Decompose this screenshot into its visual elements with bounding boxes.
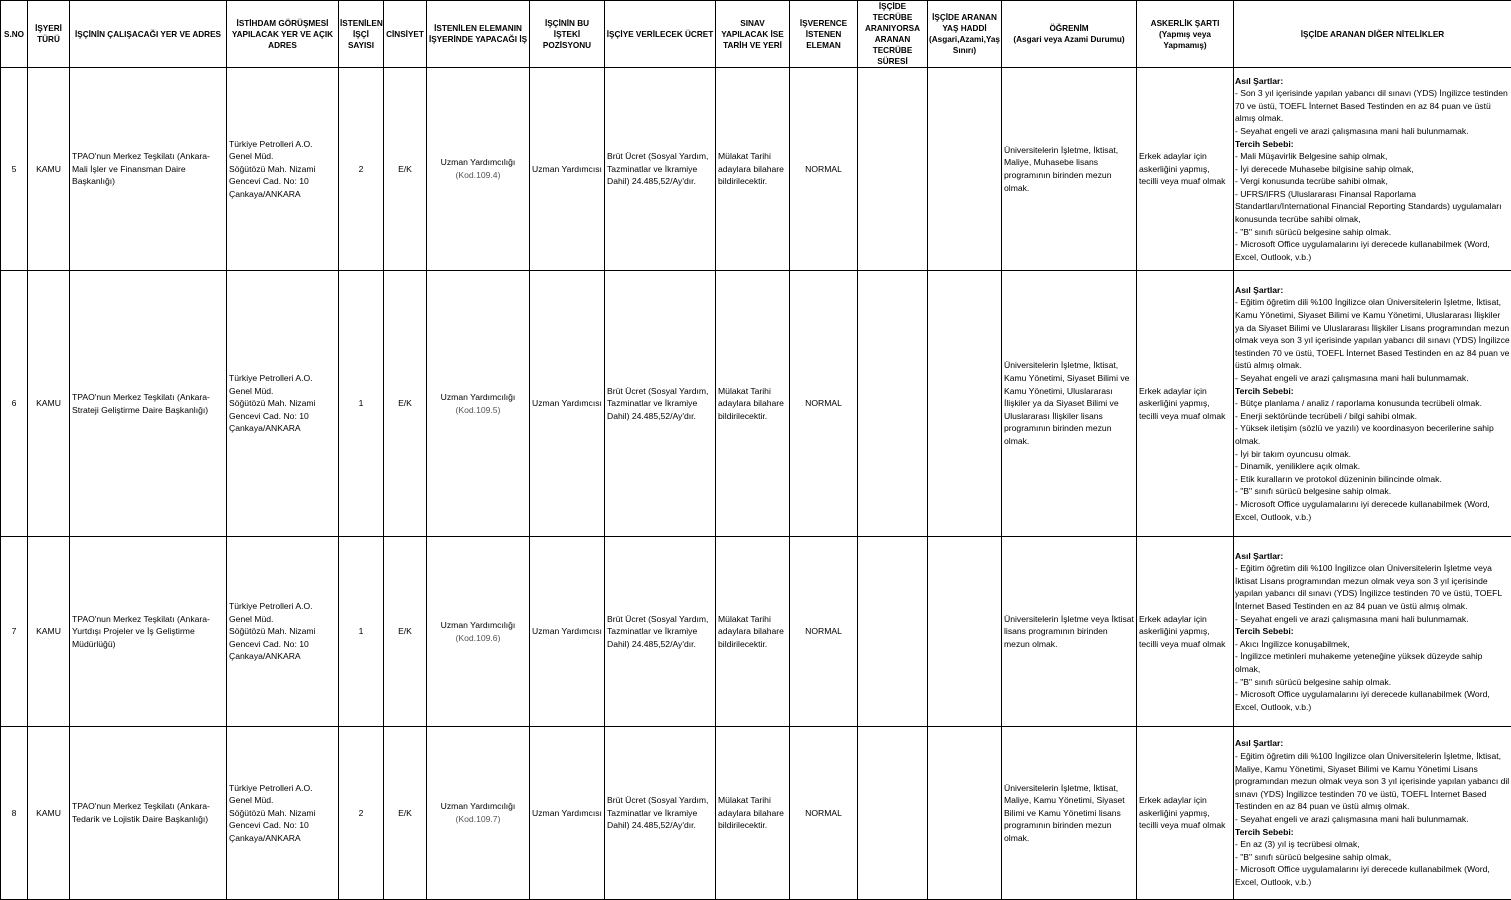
cell-sno: 8 [1, 727, 28, 900]
cell-tecrube [858, 68, 928, 271]
table-header-row [1, 1, 1511, 68]
is-code: (Kod.109.7) [455, 814, 501, 824]
cell-tecrube [858, 727, 928, 900]
table-row [1, 68, 1511, 271]
header-ucret: İŞÇİYE VERİLECEK ÜCRET [605, 1, 716, 68]
cell-pozisyon: Uzman Yardımcısı [530, 271, 605, 537]
table-row [1, 727, 1511, 900]
cell-sayi: 2 [339, 68, 384, 271]
cell-yer: TPAO'nun Merkez Teşkilatı (Ankara-Strateji Geliştirme Daire Başkanlığı) [70, 271, 227, 537]
asil-title: Asıl Şartlar: [1235, 284, 1284, 295]
cell-sinav: Mülakat Tarihi adaylara bilahare bildirilecektir. [716, 271, 790, 537]
cell-eleman: NORMAL [790, 727, 858, 900]
header-askerlik [1137, 1, 1234, 68]
cell-ogrenim: Üniversitelerin İşletme veya İktisat lisans programının birinden mezun olmak. [1002, 537, 1137, 727]
cell-sno: 7 [1, 537, 28, 727]
cell-ogrenim: Üniversitelerin İşletme, İktisat, Maliye, Kamu Yönetimi, Siyaset Bilimi ve Kamu Yönetimi lisans programının birinden mezun olmak. [1002, 727, 1137, 900]
tercih-title: Tercih Sebebi: [1235, 385, 1294, 396]
cell-pozisyon: Uzman Yardımcısı [530, 537, 605, 727]
cell-sayi: 2 [339, 727, 384, 900]
cell-ucret: Brüt Ücret (Sosyal Yardım, Tazminatlar ve İkramiye Dahil) 24.485,52/Ay'dır. [605, 727, 716, 900]
asil-text: - Eğitim öğretim dili %100 İngilizce olan Üniversitelerin İşletme veya İktisat Lisans programından mezun olmak veya son 3 yıl içerisinde yapılan yabancı dil sınavı (YDS) İngilizce testinden 70 ve üstü, TOEFL İnternet Based Testinden en az 84 puan ve üstü almış olmak. - Seyahat engeli ve arazi çalışmasına mani hali bulunmamak. [1235, 563, 1502, 624]
is-code: (Kod.109.5) [455, 404, 501, 415]
cell-adres: Türkiye Petrolleri A.O. Genel Müd. Söğütözü Mah. Nizami Gencevi Cad. No: 10 Çankaya/ANKARA [227, 727, 339, 900]
header-istenen-eleman: İŞVERENCE İSTENEN ELEMAN [790, 1, 858, 68]
asil-text: - Son 3 yıl içerisinde yapılan yabancı dil sınavı (YDS) İngilizce testinden 70 ve üstü, TOEFL İnternet Based Testinden en az 84 puan ve üstü almış olmak. - Seyahat engeli ve arazi çalışmasına mani hali bulunmamak. [1235, 88, 1508, 136]
cell-tur: KAMU [28, 271, 70, 537]
header-askerlik-label: ASKERLİK ŞARTI [1150, 18, 1220, 28]
cell-is [427, 68, 530, 271]
table-row [1, 271, 1511, 537]
asil-title: Asıl Şartlar: [1235, 75, 1284, 86]
header-askerlik-sub: (Yapmış veya Yapmamış) [1159, 29, 1211, 50]
asil-text: - Eğitim öğretim dili %100 İngilizce olan Üniversitelerin İşletme, İktisat, Kamu Yönetimi, Siyaset Bilimi ve Kamu Yönetimi, Uluslararası İlişkiler ya da Siyaset Bilimi ve Uluslararası İlişkiler Lisans programından mezun olmak veya son 3 yıl içerisinde yapılan yabancı dil sınavı (YDS) İngilizce testinden 70 ve üstü, TOEFL İnternet Based Testinden en az 84 puan ve üstü almış olmak. - Seyahat engeli ve arazi çalışmasına mani hali bulunmamak. [1235, 297, 1510, 384]
header-yer-adres: İŞÇİNİN ÇALIŞACAĞI YER VE ADRES [70, 1, 227, 68]
cell-is [427, 271, 530, 537]
asil-title: Asıl Şartlar: [1235, 550, 1284, 561]
is-title: Uzman Yardımcılığı [440, 619, 516, 630]
cell-cinsiyet: E/K [384, 537, 427, 727]
header-cinsiyet: CİNSİYET [384, 1, 427, 68]
cell-sayi: 1 [339, 537, 384, 727]
cell-tecrube [858, 537, 928, 727]
header-gorusme-yeri: İSTİHDAM GÖRÜŞMESİ YAPILACAK YER VE AÇIK ADRES [227, 1, 339, 68]
cell-diger [1234, 537, 1511, 727]
cell-pozisyon: Uzman Yardımcısı [530, 68, 605, 271]
cell-ogrenim: Üniversitelerin İşletme, İktisat, Kamu Yönetimi, Siyaset Bilimi ve Kamu Yönetimi, Uluslararası İlişkiler ya da Siyaset Bilimi ve Uluslararası İlişkiler lisans programının birinden mezun olmak. [1002, 271, 1137, 537]
tercih-title: Tercih Sebebi: [1235, 826, 1294, 837]
cell-sinav: Mülakat Tarihi adaylara bilahare bildirilecektir. [716, 727, 790, 900]
cell-diger [1234, 68, 1511, 271]
cell-tur: KAMU [28, 537, 70, 727]
cell-sinav: Mülakat Tarihi adaylara bilahare bildirilecektir. [716, 68, 790, 271]
header-diger: İŞÇİDE ARANAN DİĞER NİTELİKLER [1234, 1, 1511, 68]
is-title: Uzman Yardımcılığı [440, 157, 516, 168]
cell-sinav: Mülakat Tarihi adaylara bilahare bildirilecektir. [716, 537, 790, 727]
is-code: (Kod.109.4) [455, 170, 501, 180]
header-sno: S.NO [1, 1, 28, 68]
cell-adres: Türkiye Petrolleri A.O. Genel Müd. Söğütözü Mah. Nizami Gencevi Cad. No: 10 Çankaya/ANKARA [227, 68, 339, 271]
tercih-text: - En az (3) yıl iş tecrübesi olmak, - "B" sınıfı sürücü belgesine sahip olmak, - Microsoft Office uygulamalarını iyi derecede kullanabilmek (Word, Excel, Outlook, v.b.) [1235, 839, 1490, 887]
cell-yas [928, 68, 1002, 271]
cell-adres: Türkiye Petrolleri A.O. Genel Müd. Söğütözü Mah. Nizami Gencevi Cad. No: 10 Çankaya/ANKARA [227, 537, 339, 727]
tercih-text: - Akıcı İngilizce konuşabilmek, - İngilizce metinleri muhakeme yeteneğine yüksek düzeyde sahip olmak, - "B" sınıfı sürücü belgesine sahip olmak. - Microsoft Office uygulamalarını iyi derecede kullanabilmek (Word, Excel, Outlook, v.b.) [1235, 638, 1490, 712]
cell-tur: KAMU [28, 727, 70, 900]
cell-tecrube [858, 271, 928, 537]
cell-ucret: Brüt Ücret (Sosyal Yardım, Tazminatlar ve İkramiye Dahil) 24.485,52/Ay'dır. [605, 271, 716, 537]
tercih-text: - Mali Müşavirlik Belgesine sahip olmak, - İyi derecede Muhasebe bilgisine sahip olmak, - Vergi konusunda tecrübe sahibi olmak, - UFRS/IFRS (Uluslararası Finansal Raporlama Standartları/International Financial Reporting Standards) uygulamaları konusunda tecrübe sahibi olmak, - "B" sınıfı sürücü belgesine sahip olmak. - Microsoft Office uygulamalarını iyi derecede kullanabilmek (Word, Excel, Outlook, v.b.) [1235, 151, 1502, 262]
cell-cinsiyet: E/K [384, 271, 427, 537]
cell-yer: TPAO'nun Merkez Teşkilatı (Ankara-Mali İşler ve Finansman Daire Başkanlığı) [70, 68, 227, 271]
cell-sno: 6 [1, 271, 28, 537]
is-title: Uzman Yardımcılığı [440, 801, 516, 812]
cell-eleman: NORMAL [790, 68, 858, 271]
header-ogrenim [1002, 1, 1137, 68]
cell-askerlik: Erkek adaylar için askerliğini yapmış, tecilli veya muaf olmak [1137, 271, 1234, 537]
cell-yer: TPAO'nun Merkez Teşkilatı (Ankara-Yurtdışı Projeler ve İş Geliştirme Müdürlüğü) [70, 537, 227, 727]
cell-diger [1234, 727, 1511, 900]
header-ogrenim-sub: (Asgari veya Azami Durumu) [1013, 35, 1125, 44]
header-yapacagi-is: İSTENİLEN ELEMANIN İŞYERİNDE YAPACAĞI İŞ [427, 1, 530, 68]
cell-sno: 5 [1, 68, 28, 271]
cell-ucret: Brüt Ücret (Sosyal Yardım, Tazminatlar ve İkramiye Dahil) 24.485,52/Ay'dır. [605, 537, 716, 727]
header-yas-sub: (Asgari,Azami,Yaş Sınırı) [929, 35, 1000, 55]
asil-title: Asıl Şartlar: [1235, 738, 1284, 749]
cell-tur: KAMU [28, 68, 70, 271]
header-ogrenim-label: ÖĞRENİM [1049, 24, 1089, 33]
cell-is [427, 727, 530, 900]
cell-askerlik: Erkek adaylar için askerliğini yapmış, tecilli veya muaf olmak [1137, 68, 1234, 271]
header-isyeri-turu: İŞYERİ TÜRÜ [28, 1, 70, 68]
header-pozisyon: İŞÇİNİN BU İŞTEKİ POZİSYONU [530, 1, 605, 68]
cell-askerlik: Erkek adaylar için askerliğini yapmış, tecilli veya muaf olmak [1137, 727, 1234, 900]
cell-ogrenim: Üniversitelerin İşletme, İktisat, Maliye, Muhasebe lisans programının birinden mezun olmak. [1002, 68, 1137, 271]
is-code: (Kod.109.6) [455, 632, 501, 643]
header-tecrube: İŞÇİDE TECRÜBE ARANIYORSA ARANAN TECRÜBE SÜRESİ [858, 1, 928, 68]
cell-sayi: 1 [339, 271, 384, 537]
tercih-title: Tercih Sebebi: [1235, 138, 1294, 149]
cell-yer: TPAO'nun Merkez Teşkilatı (Ankara-Tedarik ve Lojistik Daire Başkanlığı) [70, 727, 227, 900]
cell-eleman: NORMAL [790, 271, 858, 537]
cell-askerlik: Erkek adaylar için askerliğini yapmış, tecilli veya muaf olmak [1137, 537, 1234, 727]
cell-diger [1234, 271, 1511, 537]
cell-yas [928, 727, 1002, 900]
table-row [1, 537, 1511, 727]
header-isci-sayisi: İSTENİLEN İŞÇİ SAYISI [339, 1, 384, 68]
cell-yas [928, 271, 1002, 537]
tercih-title: Tercih Sebebi: [1235, 626, 1294, 637]
header-sinav: SINAV YAPILACAK İSE TARİH VE YERİ [716, 1, 790, 68]
cell-adres: Türkiye Petrolleri A.O. Genel Müd. Söğütözü Mah. Nizami Gencevi Cad. No: 10 Çankaya/ANKARA [227, 271, 339, 537]
cell-yas [928, 537, 1002, 727]
asil-text: - Eğitim öğretim dili %100 İngilizce olan Üniversitelerin İşletme, İktisat, Maliye, Kamu Yönetimi, Siyaset Bilimi ve Kamu Yönetimi Lisans programından mezun olmak veya son 3 yıl içerisinde yapılan yabancı dil sınavı (YDS) İngilizce testinden 70 ve üstü, TOEFL İnternet Based Testinden en az 84 puan ve üstü almış olmak. - Seyahat engeli ve arazi çalışmasına mani hali bulunmamak. [1235, 751, 1510, 824]
cell-cinsiyet: E/K [384, 68, 427, 271]
cell-pozisyon: Uzman Yardımcısı [530, 727, 605, 900]
header-yas [928, 1, 1002, 68]
cell-ucret: Brüt Ücret (Sosyal Yardım, Tazminatlar ve İkramiye Dahil) 24.485,52/Ay'dır. [605, 68, 716, 271]
tercih-text: - Bütçe planlama / analiz / raporlama konusunda tecrübeli olmak. - Enerji sektöründe tecrübeli / bilgi sahibi olmak. - Yüksek iletişim (sözlü ve yazılı) ve koordinasyon becerilerine sahip olmak. - İyi bir takım oyuncusu olmak. - Dinamik, yeniliklere açık olmak. - Etik kuralların ve protokol düzeninin bilincinde olmak. - "B" sınıfı sürücü belgesine sahip olmak. - Microsoft Office uygulamalarını iyi derecede kullanabilmek (Word, Excel, Outlook, v.b.) [1235, 398, 1494, 522]
header-yas-label: İŞÇİDE ARANAN YAŞ HADDİ [932, 13, 997, 33]
cell-eleman: NORMAL [790, 537, 858, 727]
cell-cinsiyet: E/K [384, 727, 427, 900]
cell-is [427, 537, 530, 727]
is-title: Uzman Yardımcılığı [440, 391, 516, 402]
